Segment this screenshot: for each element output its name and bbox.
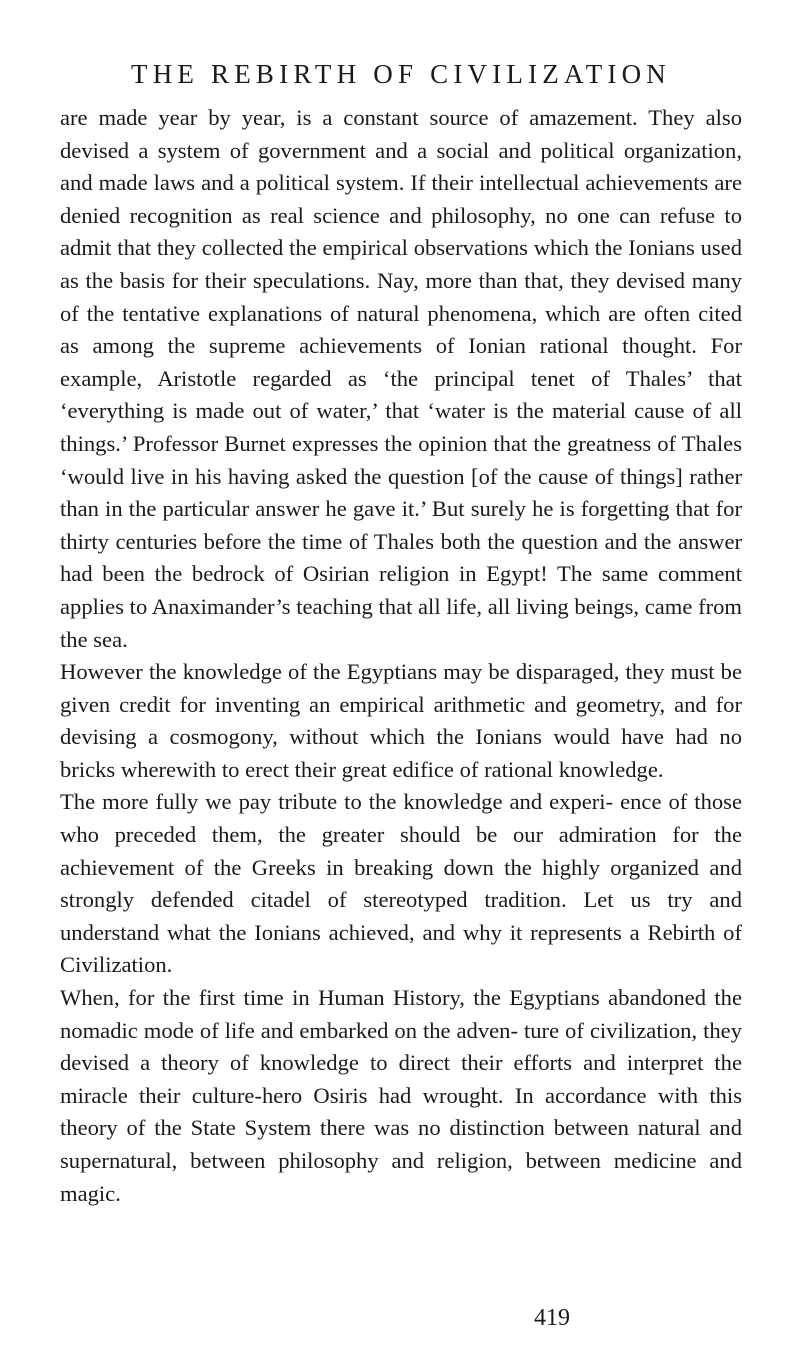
paragraph-4: When, for the first time in Human History, the Egyptians abandoned the nomadic mode of life and embarked on the adven- ture of civilization, they devised a theory of knowledge to direct their efforts and interpret the miracle their culture-hero Osiris had wrought. In accordance with this theory of the State System there was no distinction between natural and supernatural, between philosophy and religion, between medicine and magic. — [60, 985, 742, 1206]
page-number: 419 — [534, 1305, 570, 1331]
page-content — [60, 54, 742, 1210]
body-text — [60, 102, 742, 1210]
paragraph-1: are made year by year, is a constant source of amazement. They also devised a system of government and a social and political organization, and made laws and a political system. If their intellectual achievements are denied recognition as real science and philosophy, no one can refuse to admit that they collected the empirical observations which the Ionians used as the basis for their speculations. Nay, more than that, they devised many of the tentative explanations of natural phenomena, which are often cited as among the supreme achievements of Ionian rational thought. For example, Aristotle regarded as ‘the principal tenet of Thales’ that ‘everything is made out of water,’ that ‘water is the material cause of all things.’ Professor Burnet expresses the opinion that the greatness of Thales ‘would live in his having asked the question [of the cause of things] rather than in the particular answer he gave it.’ But surely he is forgetting that for thirty centuries before the time of Thales both the question and the answer had been the bedrock of Osirian religion in Egypt! The same comment applies to Anaximander’s teaching that all life, all living beings, came from the sea. — [60, 105, 742, 652]
running-head: THE REBIRTH OF CIVILIZATION — [131, 59, 671, 89]
paragraph-3: The more fully we pay tribute to the knowledge and experi- ence of those who preceded them, the greater should be our admiration for the achievement of the Greeks in breaking down the highly organized and strongly defended citadel of stereotyped tradition. Let us try and understand what the Ionians achieved, and why it represents a Rebirth of Civilization. — [60, 789, 742, 978]
paragraph-2: However the knowledge of the Egyptians may be disparaged, they must be given credit for inventing an empirical arithmetic and geometry, and for devising a cosmogony, without which the Ionians would have had no bricks wherewith to erect their great edifice of rational knowledge. — [60, 659, 742, 782]
